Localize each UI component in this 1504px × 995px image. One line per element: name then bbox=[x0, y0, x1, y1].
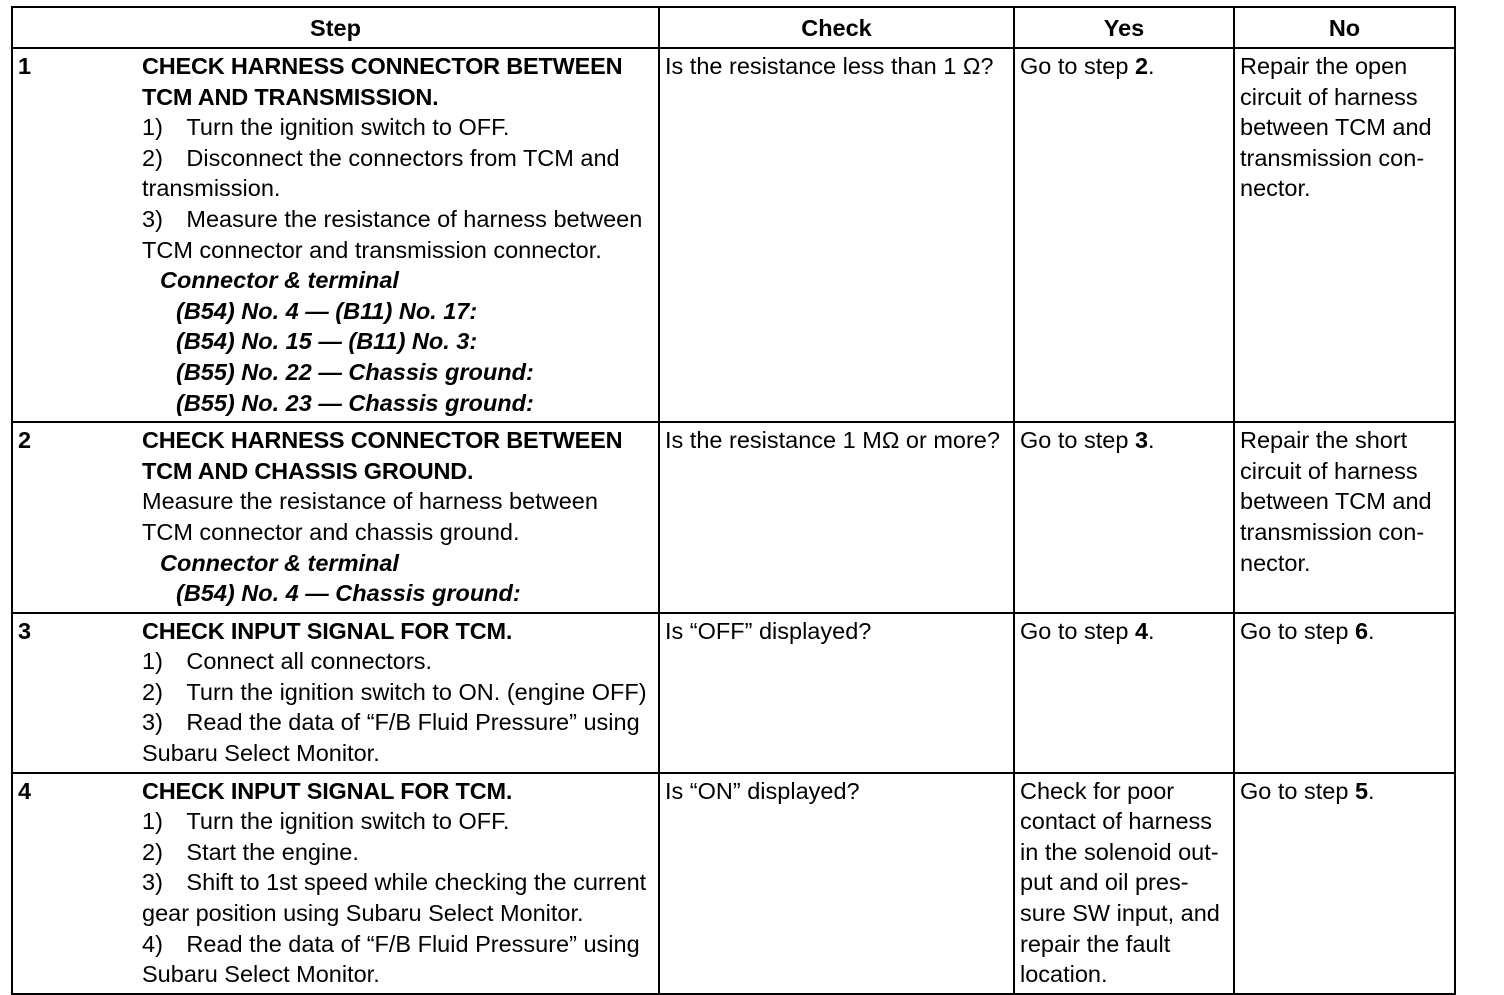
check-text: Is “OFF” displayed? bbox=[665, 617, 872, 644]
connector-terminal: (B54) No. 4 — (B11) No. 17: bbox=[176, 297, 478, 324]
step-instruction: 3) Shift to 1st speed while checking the current bbox=[142, 869, 647, 896]
no-text: between TCM and bbox=[1240, 114, 1432, 141]
table-row bbox=[12, 613, 1455, 773]
table-row bbox=[12, 422, 1455, 613]
no-text: circuit of harness bbox=[1240, 83, 1418, 110]
no-step-number: 5 bbox=[1354, 777, 1369, 804]
no-text: between TCM and bbox=[1240, 488, 1432, 515]
no-suffix: . bbox=[1368, 777, 1375, 804]
yes-text: contact of harness bbox=[1020, 808, 1213, 835]
step-instruction: 2) Start the engine. bbox=[142, 838, 359, 865]
step-description bbox=[137, 613, 659, 773]
check-cell bbox=[659, 422, 1014, 613]
yes-cell bbox=[1014, 422, 1234, 613]
step-instruction: 2) Turn the ignition switch to ON. (engine OFF) bbox=[142, 678, 647, 705]
step-instruction: Measure the resistance of harness between bbox=[142, 488, 598, 515]
step-title: CHECK HARNESS CONNECTOR BETWEEN bbox=[142, 53, 623, 79]
yes-step-number: 2 bbox=[1134, 53, 1149, 79]
header-yes: Yes bbox=[1014, 7, 1234, 48]
step-instruction: 1) Turn the ignition switch to OFF. bbox=[142, 114, 510, 141]
step-number: 1 bbox=[12, 48, 137, 422]
step-instruction: 1) Connect all connectors. bbox=[142, 648, 432, 675]
table-row bbox=[12, 773, 1455, 994]
step-title: CHECK INPUT SIGNAL FOR TCM. bbox=[142, 777, 513, 804]
no-prefix: Go to step bbox=[1240, 617, 1355, 644]
yes-text: Check for poor bbox=[1020, 777, 1175, 804]
step-instruction: 1) Turn the ignition switch to OFF. bbox=[142, 808, 510, 835]
step-instruction: 2) Disconnect the connectors from TCM and bbox=[142, 144, 620, 171]
no-text: nector. bbox=[1240, 175, 1311, 202]
connector-terminal: (B54) No. 15 — (B11) No. 3: bbox=[176, 328, 478, 355]
yes-text: in the solenoid out- bbox=[1020, 838, 1219, 865]
no-text: nector. bbox=[1240, 549, 1311, 576]
yes-prefix: Go to step bbox=[1020, 427, 1135, 454]
step-number: 2 bbox=[12, 422, 137, 613]
yes-step-number: 3 bbox=[1134, 427, 1149, 454]
no-step-number: 6 bbox=[1354, 617, 1369, 644]
header-row bbox=[12, 7, 1455, 48]
check-cell bbox=[659, 773, 1014, 994]
step-instruction: 4) Read the data of “F/B Fluid Pressure” using bbox=[142, 930, 640, 957]
no-prefix: Go to step bbox=[1240, 777, 1355, 804]
yes-suffix: . bbox=[1148, 53, 1155, 79]
check-text: Is the resistance 1 MΩ or more? bbox=[665, 427, 1000, 454]
yes-prefix: Go to step bbox=[1020, 617, 1135, 644]
step-instruction: transmission. bbox=[142, 175, 281, 202]
step-instruction: 3) Measure the resistance of harness between bbox=[142, 205, 643, 232]
step-description bbox=[137, 422, 659, 613]
yes-suffix: . bbox=[1148, 427, 1155, 454]
no-text: circuit of harness bbox=[1240, 457, 1418, 484]
yes-cell bbox=[1014, 613, 1234, 773]
yes-prefix: Go to step bbox=[1020, 53, 1135, 79]
header-step: Step bbox=[12, 7, 659, 48]
yes-text: sure SW input, and bbox=[1020, 900, 1220, 927]
step-instruction: Subaru Select Monitor. bbox=[142, 961, 380, 988]
yes-cell bbox=[1014, 48, 1234, 422]
yes-cell bbox=[1014, 773, 1234, 994]
step-instruction: gear position using Subaru Select Monitor. bbox=[142, 900, 584, 927]
diagnostic-table bbox=[11, 6, 1456, 995]
check-text: Is the resistance less than 1 Ω? bbox=[665, 53, 994, 79]
yes-step-number: 4 bbox=[1134, 617, 1149, 644]
step-instruction: TCM connector and transmission connector. bbox=[142, 236, 602, 263]
no-suffix: . bbox=[1368, 617, 1375, 644]
no-cell bbox=[1234, 48, 1455, 422]
step-description bbox=[137, 773, 659, 994]
yes-text: location. bbox=[1020, 961, 1108, 988]
no-text: transmission con- bbox=[1240, 144, 1425, 171]
step-title: CHECK INPUT SIGNAL FOR TCM. bbox=[142, 617, 513, 644]
connector-terminal: (B54) No. 4 — Chassis ground: bbox=[176, 580, 521, 607]
header-no: No bbox=[1234, 7, 1455, 48]
connector-terminal: (B55) No. 22 — Chassis ground: bbox=[176, 358, 534, 385]
step-instruction: Subaru Select Monitor. bbox=[142, 740, 380, 767]
check-cell bbox=[659, 613, 1014, 773]
connector-heading: Connector & terminal bbox=[160, 549, 399, 576]
check-cell bbox=[659, 48, 1014, 422]
step-description bbox=[137, 48, 659, 422]
step-instruction: TCM connector and chassis ground. bbox=[142, 518, 520, 545]
step-number: 4 bbox=[12, 773, 137, 994]
yes-text: put and oil pres- bbox=[1020, 869, 1189, 896]
no-cell bbox=[1234, 773, 1455, 994]
table-row bbox=[12, 48, 1455, 422]
yes-suffix: . bbox=[1148, 617, 1155, 644]
step-title: TCM AND TRANSMISSION. bbox=[142, 83, 439, 110]
connector-heading: Connector & terminal bbox=[160, 267, 399, 294]
no-text: Repair the short bbox=[1240, 427, 1408, 454]
check-text: Is “ON” displayed? bbox=[665, 777, 860, 804]
step-number: 3 bbox=[12, 613, 137, 773]
no-text: transmission con- bbox=[1240, 518, 1425, 545]
no-cell bbox=[1234, 613, 1455, 773]
no-cell bbox=[1234, 422, 1455, 613]
step-title: CHECK HARNESS CONNECTOR BETWEEN bbox=[142, 427, 623, 454]
step-instruction: 3) Read the data of “F/B Fluid Pressure” using bbox=[142, 709, 640, 736]
step-title: TCM AND CHASSIS GROUND. bbox=[142, 457, 474, 484]
no-text: Repair the open bbox=[1240, 53, 1408, 79]
yes-text: repair the fault bbox=[1020, 930, 1171, 957]
connector-terminal: (B55) No. 23 — Chassis ground: bbox=[176, 389, 534, 416]
header-check: Check bbox=[659, 7, 1014, 48]
